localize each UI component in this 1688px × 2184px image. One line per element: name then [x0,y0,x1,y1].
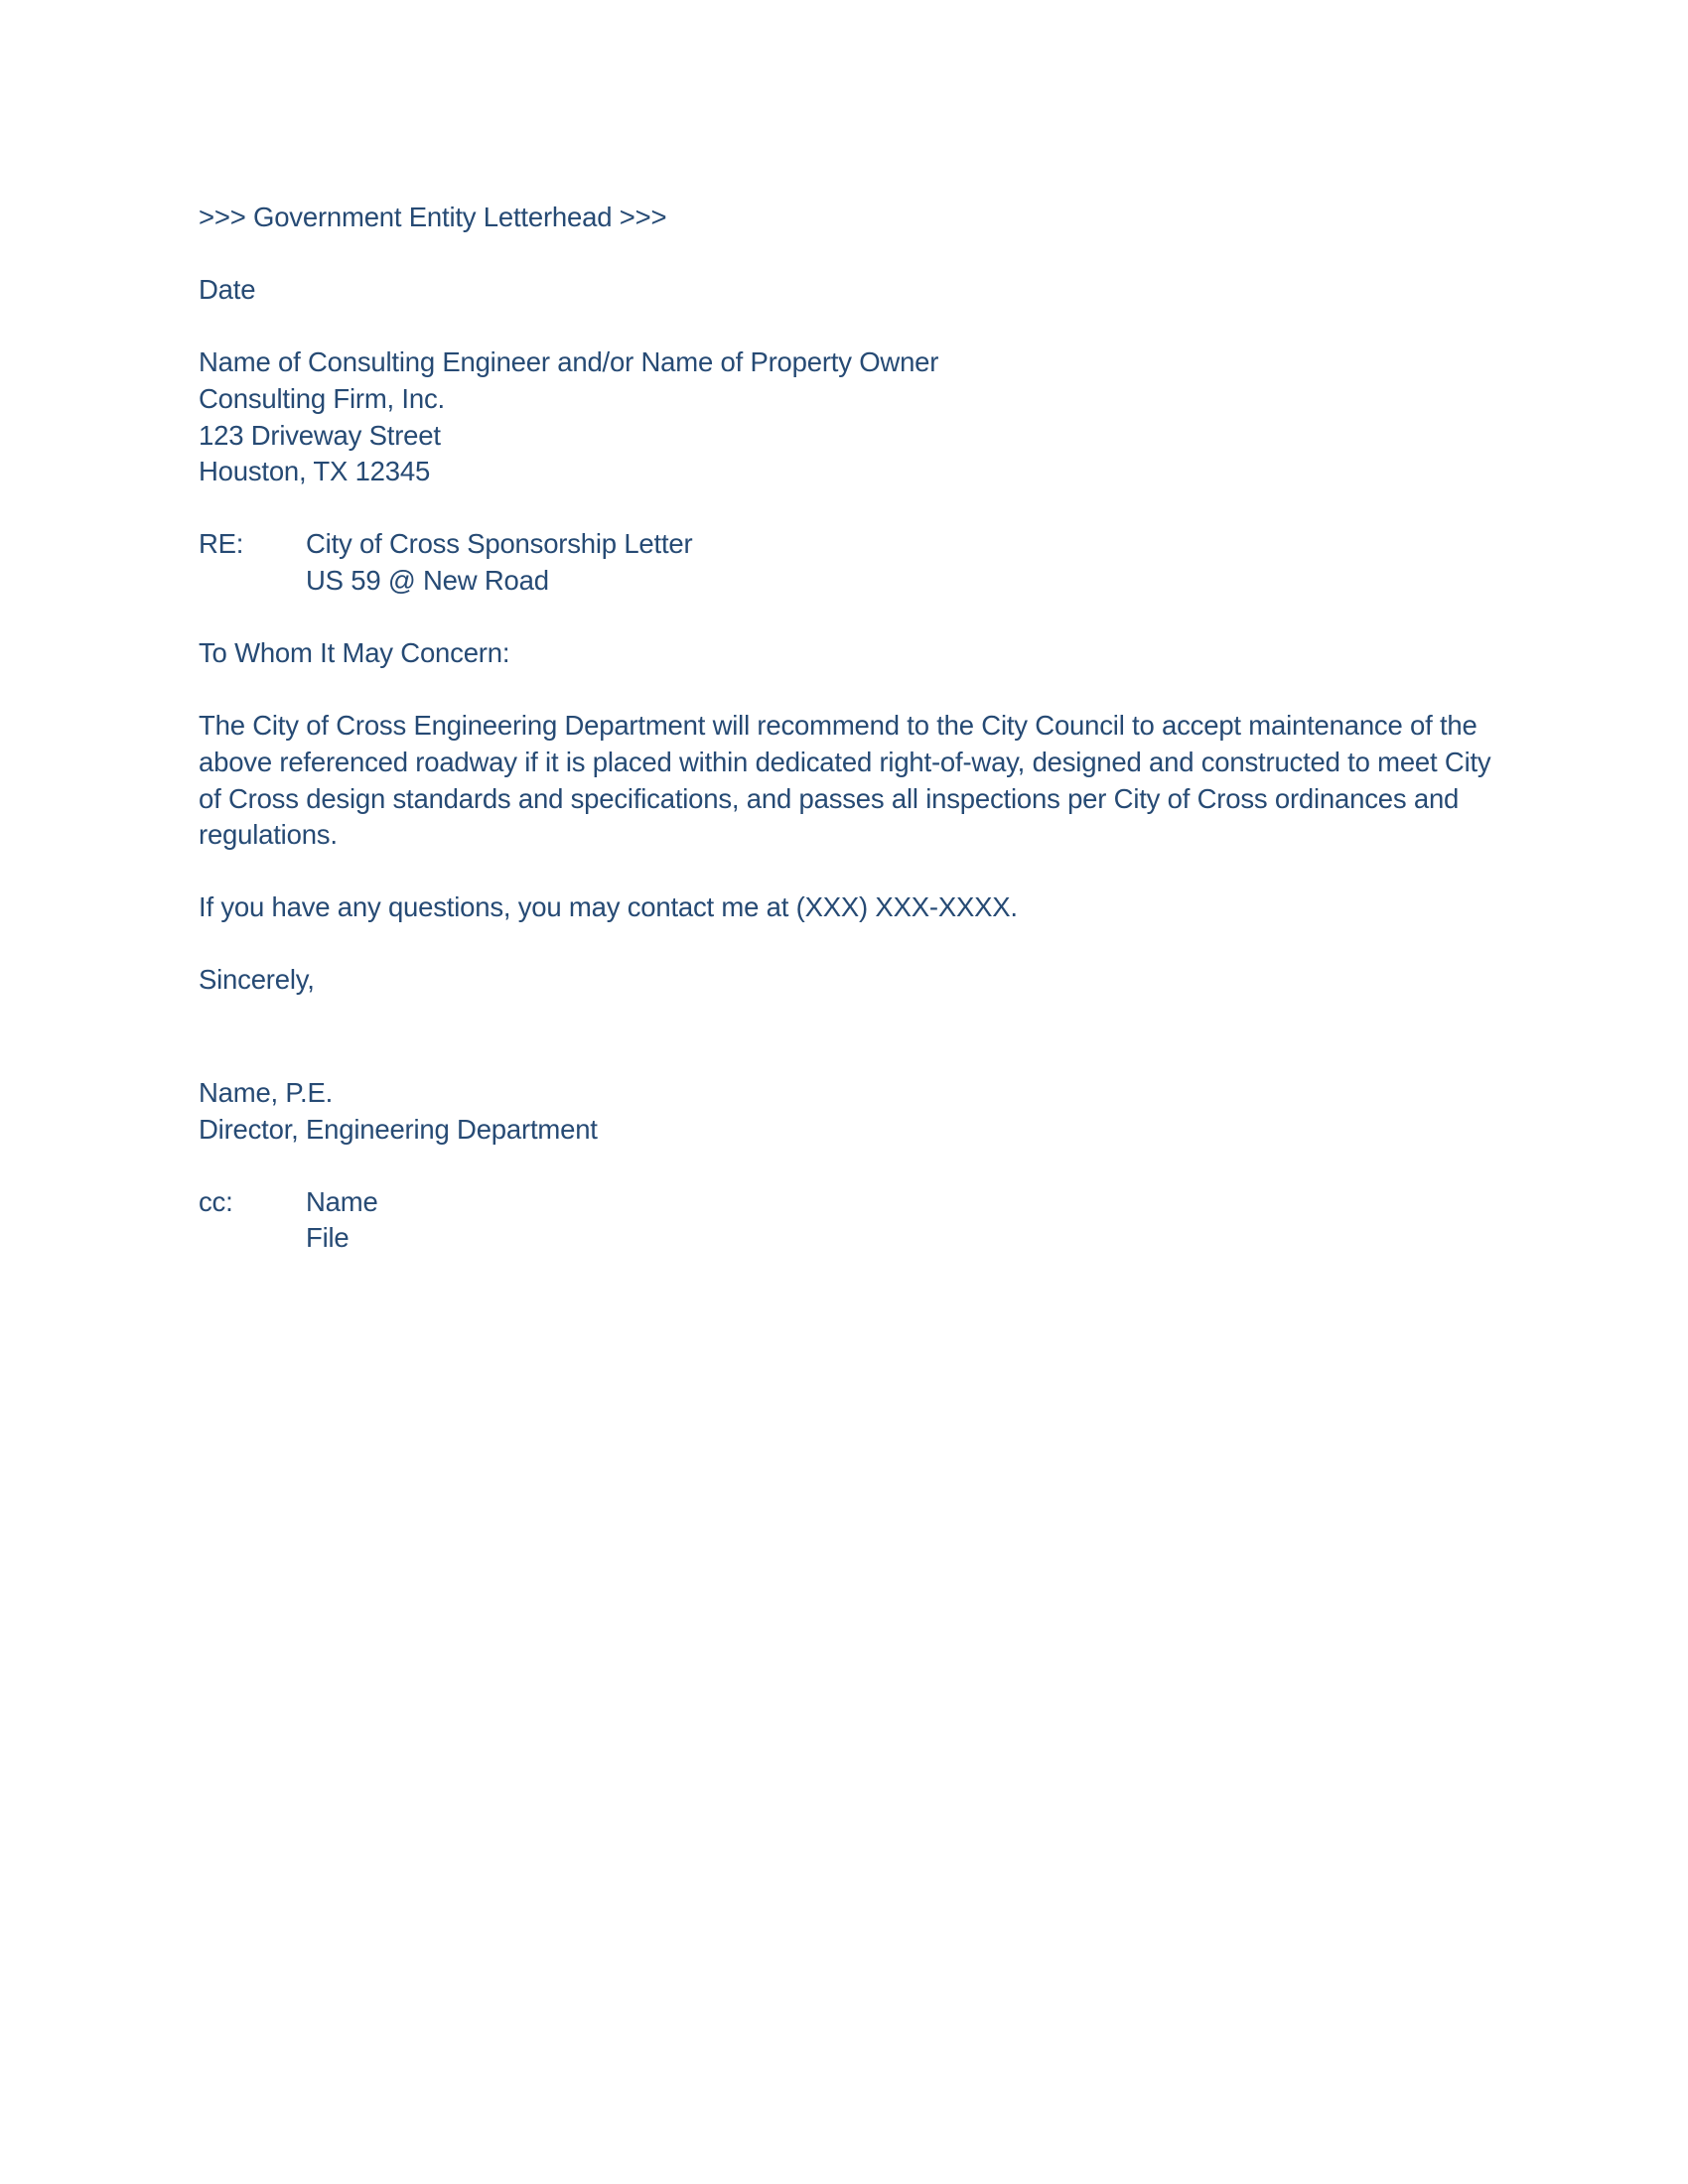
re-subject-line: City of Cross Sponsorship Letter [306,528,693,560]
recipient-name-line: Name of Consulting Engineer and/or Name of Property Owner [199,346,939,378]
re-label: RE: [199,528,244,560]
date-placeholder: Date [199,274,256,306]
re-lines [306,526,1493,599]
recipient-city-line: Houston, TX 12345 [199,456,431,487]
cc-lines [306,1184,1493,1257]
recipient-street-line: 123 Driveway Street [199,419,441,451]
signature-name: Name, P.E. [199,1077,334,1109]
signature-title: Director, Engineering Department [199,1113,598,1145]
letterhead-placeholder: >>> Government Entity Letterhead >>> [199,202,667,232]
body-paragraph-1: The City of Cross Engineering Department will recommend to the City Council to accept maintenance of the above referenced roadway if it is placed within dedicated right-of-way, designed and constructed to meet City of Cross design standards and specifications, and passes all inspections per City of Cross ordinances and regulations. [199,710,1491,851]
re-block [199,526,1493,599]
cc-label: cc: [199,1185,233,1217]
cc-name-line: Name [306,1185,378,1217]
recipient-address-block [199,344,1493,489]
cc-block [199,1184,1493,1257]
body-paragraph-2: If you have any questions, you may contact me at (XXX) XXX-XXXX. [199,891,1018,923]
closing: Sincerely, [199,964,315,996]
re-location-line: US 59 @ New Road [306,564,549,596]
salutation: To Whom It May Concern: [199,637,510,669]
recipient-firm-line: Consulting Firm, Inc. [199,382,445,414]
cc-file-line: File [306,1222,350,1254]
signature-block [199,1075,1493,1148]
